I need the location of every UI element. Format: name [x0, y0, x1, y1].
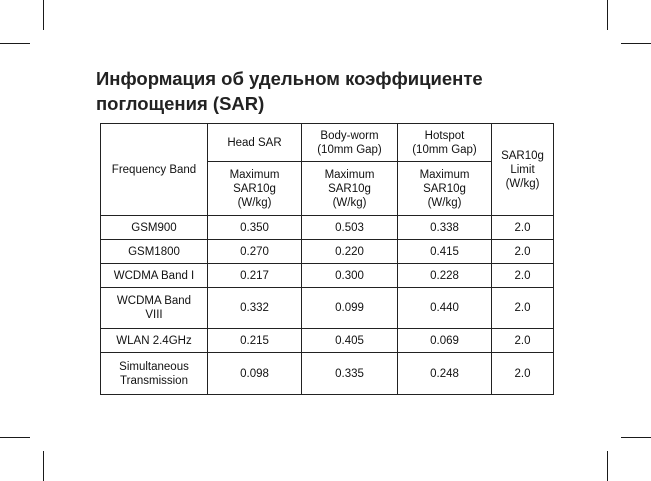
- cell-band: [101, 288, 208, 329]
- cell-limit: 2.0: [492, 288, 554, 329]
- cell-head-sar: 0.332: [208, 288, 302, 329]
- sar-table: [100, 123, 554, 395]
- cell-band-line: GSM1800: [128, 245, 180, 258]
- cell-head-sar: 0.098: [208, 353, 302, 395]
- header-body-worn-line: (10mm Gap): [317, 143, 382, 156]
- cell-hotspot-sar: 0.069: [398, 329, 492, 353]
- cell-band-line: VIII: [145, 309, 163, 321]
- cell-body-sar: 0.220: [302, 240, 398, 264]
- cell-band-line: Transmission: [120, 374, 188, 387]
- cell-band-line: WLAN 2.4GHz: [116, 334, 192, 347]
- subheader-max-head: [208, 162, 302, 216]
- subheader-line: SAR10g: [423, 182, 466, 195]
- cell-band: [101, 216, 208, 240]
- table-row: [101, 353, 554, 395]
- cell-hotspot-sar: 0.415: [398, 240, 492, 264]
- header-frequency-band: Frequency Band: [101, 124, 208, 216]
- cell-band: [101, 240, 208, 264]
- cell-band-line: GSM900: [131, 221, 177, 234]
- header-limit-line: (W/kg): [505, 177, 540, 190]
- cell-body-sar: 0.503: [302, 216, 398, 240]
- subheader-line: (W/kg): [237, 196, 272, 209]
- header-body-worn: [302, 124, 398, 162]
- page-title-line-2: поглощения (SAR): [96, 93, 265, 114]
- cell-limit: 2.0: [492, 353, 554, 395]
- cell-limit: 2.0: [492, 240, 554, 264]
- table-row: [101, 216, 554, 240]
- subheader-line: Maximum: [229, 168, 280, 181]
- cell-limit: 2.0: [492, 329, 554, 353]
- subheader-line: Maximum: [324, 168, 375, 181]
- cell-hotspot-sar: 0.338: [398, 216, 492, 240]
- header-limit-line: Limit: [510, 163, 535, 176]
- crop-mark-bottom-right-horizontal: [621, 437, 651, 438]
- page-title-line-1: Информация об удельном коэффициенте: [96, 68, 483, 89]
- subheader-max-body: [302, 162, 398, 216]
- table-row: [101, 240, 554, 264]
- crop-mark-bottom-left-horizontal: [0, 437, 30, 438]
- cell-hotspot-sar: 0.440: [398, 288, 492, 329]
- header-body-worn-line: Body-worm: [320, 129, 379, 142]
- cell-hotspot-sar: 0.248: [398, 353, 492, 395]
- crop-mark-top-left-horizontal: [0, 43, 30, 44]
- crop-mark-bottom-right-vertical: [607, 451, 608, 481]
- header-head-sar: Head SAR: [208, 124, 302, 162]
- subheader-line: Maximum: [419, 168, 470, 181]
- cell-head-sar: 0.270: [208, 240, 302, 264]
- cell-band-line: WCDMA Band I: [113, 269, 195, 282]
- table-row: [101, 288, 554, 329]
- crop-mark-top-right-vertical: [607, 0, 608, 30]
- cell-body-sar: 0.335: [302, 353, 398, 395]
- header-sar-limit: [492, 124, 554, 216]
- crop-mark-top-left-vertical: [43, 0, 44, 30]
- table-row: [101, 264, 554, 288]
- cell-limit: 2.0: [492, 264, 554, 288]
- table-row: [101, 329, 554, 353]
- header-hotspot-line: (10mm Gap): [412, 143, 477, 156]
- table-header-row: [101, 124, 554, 162]
- cell-band-line: Simultaneous: [119, 360, 189, 373]
- cell-body-sar: 0.300: [302, 264, 398, 288]
- cell-limit: 2.0: [492, 216, 554, 240]
- cell-head-sar: 0.217: [208, 264, 302, 288]
- subheader-line: SAR10g: [233, 182, 276, 195]
- crop-mark-bottom-left-vertical: [43, 451, 44, 481]
- cell-band: [101, 264, 208, 288]
- subheader-line: (W/kg): [427, 196, 462, 209]
- cell-band: [101, 329, 208, 353]
- crop-mark-top-right-horizontal: [621, 43, 651, 44]
- cell-body-sar: 0.099: [302, 288, 398, 329]
- cell-head-sar: 0.215: [208, 329, 302, 353]
- header-limit-line: SAR10g: [501, 149, 544, 162]
- cell-body-sar: 0.405: [302, 329, 398, 353]
- subheader-line: (W/kg): [332, 196, 367, 209]
- cell-band: [101, 353, 208, 395]
- page-title: [96, 66, 566, 116]
- cell-head-sar: 0.350: [208, 216, 302, 240]
- header-hotspot-line: Hotspot: [424, 129, 465, 142]
- cell-hotspot-sar: 0.228: [398, 264, 492, 288]
- header-hotspot: [398, 124, 492, 162]
- subheader-max-hotspot: [398, 162, 492, 216]
- subheader-line: SAR10g: [328, 182, 371, 195]
- cell-band-line: WCDMA Band: [116, 295, 192, 307]
